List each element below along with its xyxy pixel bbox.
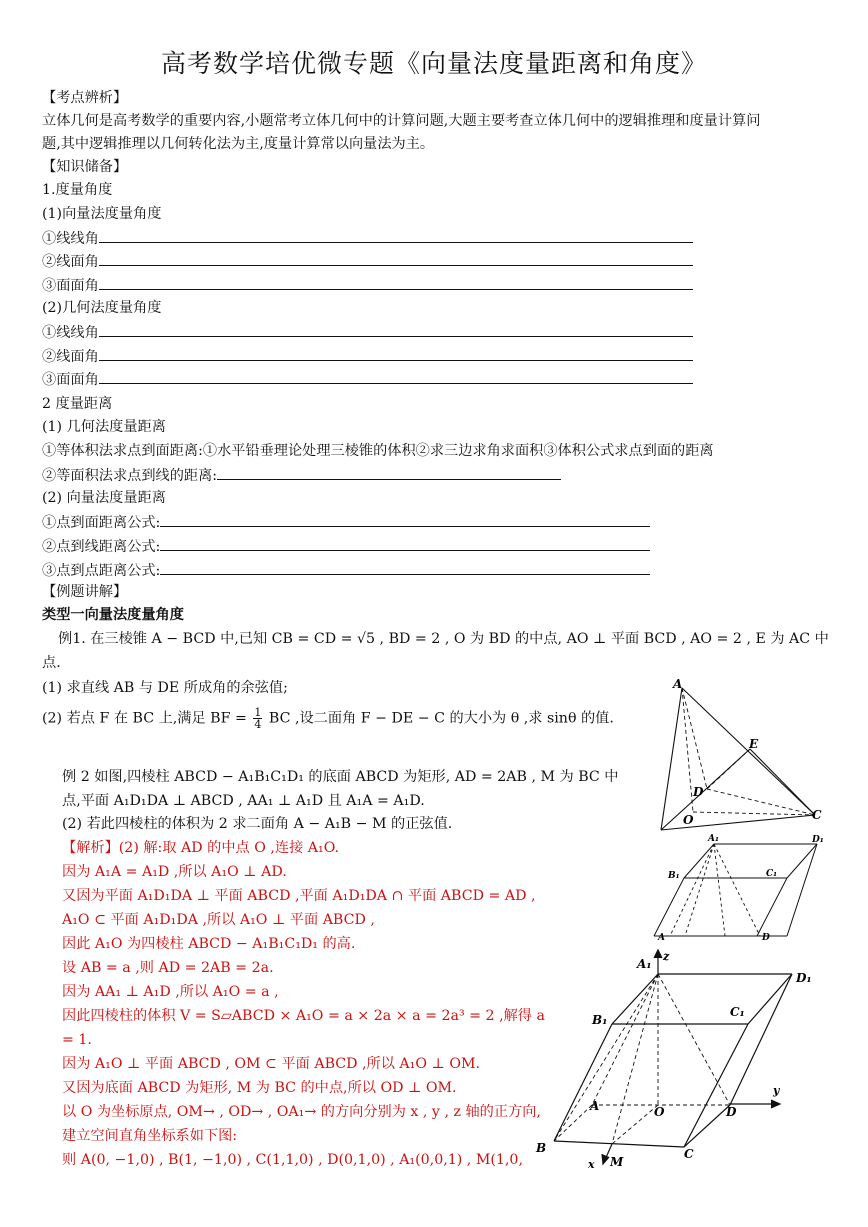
label-z: z [663, 950, 670, 963]
label-E: E [749, 737, 759, 751]
section-heading: 【知识储备】 [42, 159, 128, 175]
label-A1: A₁ [708, 834, 719, 844]
solution-line: A₁O ⊂ 平面 A₁D₁DA ,所以 A₁O ⊥ 平面 ABCD , [62, 912, 375, 928]
solution-line: 【解析】(2) 解:取 AD 的中点 O ,连接 A₁O. [62, 840, 340, 856]
label-A1: A₁ [637, 957, 652, 971]
subheading: 1.度量角度 [42, 182, 113, 198]
solution-line: 又因为底面 ABCD 为矩形, M 为 BC 的中点,所以 OD ⊥ OM. [62, 1080, 457, 1096]
paragraph-line: 立体几何是高考数学的重要内容,小题常考立体几何中的计算问题,大题主要考查立体几何中的逻辑推理和度量计算问 [42, 113, 761, 129]
subheading: (2) 向量法度量距离 [42, 490, 166, 506]
label-B1: B₁ [668, 871, 680, 881]
solution-line: 又因为平面 A₁D₁DA ⊥ 平面 ABCD ,平面 A₁D₁DA ∩ 平面 ABCD = AD , [62, 888, 536, 904]
label-O: O [654, 1105, 665, 1119]
label-C1: C₁ [766, 869, 778, 879]
label-A: A [658, 933, 665, 942]
label-C: C [684, 1147, 694, 1161]
fill-in-line: ①线线角 [42, 229, 693, 248]
section-heading: 【考点辨析】 [42, 90, 128, 106]
label-C: C [812, 808, 822, 822]
example-2-question: (2) 若此四棱柱的体积为 2 求二面角 A − A₁B − M 的正弦值. [62, 816, 453, 832]
label-y: y [773, 1084, 780, 1097]
subheading: (2)几何法度量角度 [42, 300, 162, 316]
example-1-question-2: (2) 若点 F 在 BC 上,满足 BF = $\frac{1}{4}$ BC ,设二面角 F − DE − C 的大小为 θ ,求 sinθ 的值. [42, 706, 614, 731]
solution-line: 因为 AA₁ ⊥ A₁D ,所以 A₁O = a , [62, 984, 279, 1000]
fill-in-line: ①点到面距离公式: [42, 513, 650, 532]
label-B: B [536, 1141, 547, 1155]
type-heading: 类型一向量法度量角度 [42, 607, 184, 623]
label-D: D [726, 1105, 737, 1119]
prism-coordinate-figure [530, 948, 840, 1173]
solution-line: 因此四棱柱的体积 V = S▱ABCD × A₁O = a × 2a × a = 2a³ = 2 ,解得 a [62, 1008, 545, 1024]
solution-line: 设 AB = a ,则 AD = 2AB = 2a. [62, 960, 274, 976]
solution-line: 以 O 为坐标原点, OM→ , OD→ , OA₁→ 的方向分别为 x , y , z 轴的正方向, [62, 1104, 541, 1120]
label-D1: D₁ [796, 971, 812, 985]
fill-in-line: ③点到点距离公式: [42, 561, 650, 580]
fill-in-line: ①线线角 [42, 323, 693, 342]
label-D1: D₁ [812, 835, 824, 845]
solution-line: 建立空间直角坐标系如下图: [62, 1128, 238, 1144]
example-1-text: 点. [42, 655, 61, 671]
fill-in-line: ③面面角 [42, 276, 693, 295]
label-D: D [693, 785, 704, 799]
label-M: M [610, 1155, 624, 1169]
page-title: 高考数学培优微专题《向量法度量距离和角度》 [160, 49, 707, 78]
paragraph-line: 题,其中逻辑推理以几何转化法为主,度量计算常以向量法为主。 [42, 136, 435, 152]
tetrahedron-figure [655, 672, 845, 837]
example-2-text: 例 2 如图,四棱柱 ABCD − A₁B₁C₁D₁ 的底面 ABCD 为矩形, AD = 2AB , M 为 BC 中 [62, 769, 619, 785]
example-1-question-1: (1) 求直线 AB 与 DE 所成角的余弦值; [42, 680, 288, 696]
label-D: D [762, 933, 770, 942]
label-B1: B₁ [592, 1013, 608, 1027]
subheading: (1)向量法度量角度 [42, 206, 162, 222]
label-A: A [590, 1099, 600, 1113]
fill-in-line: ②等面积法求点到线的距离: [42, 466, 561, 485]
label-x: x [588, 1158, 595, 1171]
subheading: (1) 几何法度量距离 [42, 419, 166, 435]
section-heading: 【例题讲解】 [42, 584, 128, 600]
label-C1: C₁ [730, 1005, 745, 1019]
prism-figure-small [650, 832, 850, 942]
subheading: 2 度量距离 [42, 396, 113, 412]
solution-line: 因此 A₁O 为四棱柱 ABCD − A₁B₁C₁D₁ 的高. [62, 936, 356, 952]
solution-line: 因为 A₁A = A₁D ,所以 A₁O ⊥ AD. [62, 864, 287, 880]
fill-in-line: ③面面角 [42, 370, 693, 389]
fill-in-line: ②点到线距离公式: [42, 537, 650, 556]
solution-line: 因为 A₁O ⊥ 平面 ABCD , OM ⊂ 平面 ABCD ,所以 A₁O ⊥ OM. [62, 1056, 481, 1072]
label-O: O [683, 813, 694, 827]
example-2-text: 点,平面 A₁D₁DA ⊥ ABCD , AA₁ ⊥ A₁D 且 A₁A = A₁D. [62, 793, 425, 809]
solution-line: = 1. [62, 1032, 92, 1048]
solution-line: 则 A(0, −1,0) , B(1, −1,0) , C(1,1,0) , D(0,1,0) , A₁(0,0,1) , M(1,0, [62, 1152, 523, 1168]
example-1-text: 例1. 在三棱锥 A − BCD 中,已知 CB = CD = √5 , BD = 2 , O 为 BD 的中点, AO ⊥ 平面 BCD , AO = 2 , E 为 AC 中 [58, 631, 829, 647]
label-A: A [673, 677, 683, 691]
paragraph-line: ①等体积法求点到面距离:①水平铅垂理论处理三棱锥的体积②求三边求角求面积③体积公式求点到面的距离 [42, 443, 714, 459]
fill-in-line: ②线面角 [42, 347, 693, 366]
fill-in-line: ②线面角 [42, 252, 693, 271]
